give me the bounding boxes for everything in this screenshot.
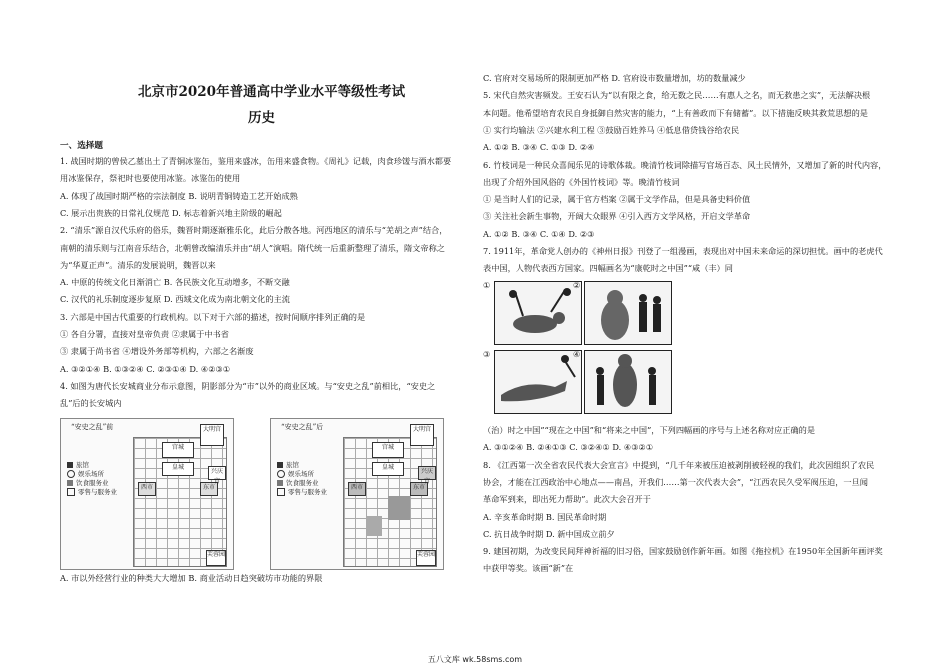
text-line: ① 各自分署，直接对皇帝负责 ②隶属于中书省 [60, 329, 229, 339]
city-grid [343, 426, 437, 567]
block-daming-palace: 大明宫 [410, 424, 434, 446]
text-line: 1. 战国时期的曾侯乙墓出土了青铜冰鉴缶，鉴用来盛冰，缶用来盛食物。《周礼》记载，肉食珍馐与酒水都要 [60, 156, 452, 166]
text-line: ① 实行均输法 ②兴建水利工程 ③鼓励百姓养马 ④低息借贷钱谷给农民 [483, 124, 740, 135]
inn-icon [67, 462, 73, 468]
block-daming-palace: 大明宫 [200, 424, 224, 446]
comic-panel-1 [494, 281, 582, 345]
block-east-market: 东市 [410, 482, 428, 496]
text-line: 8. 《江西第一次全省农民代表大会宣言》中提到，“几千年来被压迫被剥削被轻视的我们，此次因组织了农民 [483, 459, 875, 470]
inn-icon [277, 462, 283, 468]
comic-panel-2 [584, 281, 672, 345]
text-line: 乱”后的长安城内 [60, 398, 122, 409]
block-furong-garden: 芙蓉园 [206, 550, 226, 566]
retail-icon [67, 488, 75, 496]
map-after-caption: “安史之乱”后 [281, 423, 324, 431]
legend-item: 娱乐场所 [67, 470, 117, 479]
block-west-market: 西市 [348, 482, 366, 496]
comic-panel-3 [494, 350, 582, 414]
legend-item: 娱乐场所 [277, 470, 327, 479]
text-line: 表中国，人物代表西方国家。四幅画名为“康乾时之中国”“咸（丰）同 [483, 263, 733, 274]
text-line: 出现了介绍外国风俗的《外国竹枝词》等。晚清竹枝词 [483, 176, 680, 187]
block-furong-garden: 芙蓉园 [416, 550, 436, 566]
text-line: 南朝的清乐则与江南音乐结合，北朝曾改编清乐并由“胡人”演唱。隋代统一后重新整理了清乐，隋文帝称之 [60, 242, 445, 253]
text-line: ③ 隶属于尚书省 ④增设外务部等机构，六部之名渐废 [60, 346, 254, 357]
comic-sitting-tiger-icon [585, 282, 671, 344]
text-line: 4. 如图为唐代长安城商业分布示意图，阴影部分为“市”以外的商业区域。与“安史之乱”前相比，“安史之 [60, 380, 436, 391]
city-grid [133, 426, 227, 567]
comic-panel-4 [584, 350, 672, 414]
comic-fleeing-tiger-icon [495, 351, 581, 413]
food-service-icon [277, 480, 283, 486]
map-legend [67, 461, 117, 497]
block-palace: 宫城 [372, 442, 404, 458]
text-line: 用冰鉴保存，祭祀时也要使用冰鉴。冰鉴缶的使用 [60, 173, 241, 184]
text-line: A. ③①②④ B. ②④①③ C. ③②④① D. ④③②① [483, 442, 654, 453]
food-service-icon [67, 480, 73, 486]
text-line: A. ③②①④ B. ①③②④ C. ②③①④ D. ④②③① [60, 363, 231, 374]
text-line: 5. 宋代自然灾害频发。王安石认为“以有限之食，给无数之民……有惠人之名，而无救患之实”，无法解决根 [483, 90, 871, 101]
map-legend [277, 461, 327, 497]
text-line: A. 体现了战国时期严格的宗法制度 B. 说明青铜铸造工艺开始成熟 [60, 190, 298, 201]
map-before-caption: “安史之乱”前 [71, 423, 114, 431]
block-palace: 宫城 [162, 442, 194, 458]
text-line: 3. 六部是中国古代重要的行政机构。以下对于六部的描述，按时间顺序排列正确的是 [60, 311, 366, 322]
text-line: ① 是当时人们的记录，属于官方档案 ②属于文学作品，但是具备史料价值 [483, 194, 751, 205]
legend-item: 旅馆 [67, 461, 117, 470]
entertainment-icon [277, 470, 285, 478]
retail-icon [277, 488, 285, 496]
legend-item: 饮食服务业 [277, 479, 327, 488]
text-line: 6. 竹枝词是一种民众喜闻乐见的诗歌体裁。晚清竹枝词除描写官场百态、风土民情外，又增加了新的时代内容， [483, 159, 887, 170]
panel-label: ② [573, 281, 581, 290]
text-line: ③ 关注社会新生事物，开阔大众眼界 ④引入西方文学风格，开启文学革命 [483, 211, 751, 222]
map-before [60, 418, 234, 570]
text-line: A. 辛亥革命时期 B. 国民革命时期 [483, 511, 607, 522]
legend-item: 零售与服务业 [67, 488, 117, 497]
text-line: 协会，才能在江西政治中心地点——南昌，开我们……第一次代表大会”，“江西农民久受军阀压迫，一旦闻 [483, 476, 868, 487]
text-line: 7. 1911年，革命党人创办的《神州日报》刊登了一组漫画，表现出对中国未来命运的深切担忧。画中的老虎代 [483, 246, 883, 256]
block-east-market: 东市 [200, 482, 218, 496]
text-line: C. 汉代的礼乐制度逐步复原 D. 西域文化成为南北朝文化的主流 [60, 294, 290, 305]
legend-item: 饮食服务业 [67, 479, 117, 488]
panel-label: ① [483, 281, 491, 290]
entertainment-icon [67, 470, 75, 478]
text-line: C. 展示出贵族的日常礼仪规范 D. 标志着新兴地主阶级的崛起 [60, 207, 282, 218]
text-line: 本问题。他希望培育农民自身抵御自然灾害的能力，“上有善政而下有储蓄”。以下措施反映其救荒思想的是 [483, 107, 868, 118]
text-line: A. ①② B. ③④ C. ①③ D. ②④ [483, 142, 595, 153]
text-line: （治）时之中国”“现在之中国”和“将来之中国”，下列四幅画的序号与上述名称对应正确的是 [483, 425, 816, 435]
panel-label: ③ [483, 350, 491, 359]
section-heading: 一、选择题 [60, 141, 103, 151]
block-xingqing-palace: 兴庆宫 [418, 466, 436, 480]
block-xingqing-palace: 兴庆宫 [208, 466, 226, 480]
shaded-area [388, 496, 410, 520]
text-line: 2. “清乐”源自汉代乐府的俗乐，魏晋时期逐渐雅乐化，此后分散各地。河西地区的清乐与“羌胡之声”结合， [60, 225, 448, 236]
block-west-market: 西市 [138, 482, 156, 496]
footer-watermark: 五八文库 wk.58sms.com [427, 655, 523, 664]
comic-standing-tiger-icon [585, 351, 671, 413]
block-imperial-city: 皇城 [162, 462, 194, 476]
map-after [270, 418, 444, 570]
panel-label: ④ [573, 350, 581, 359]
comic-tiger-hunt-icon [495, 282, 581, 344]
text-line: A. ①② B. ③④ C. ①④ D. ②③ [483, 228, 595, 239]
exam-title: 北京市2020年普通高中学业水平等级性考试 [138, 84, 406, 100]
q4-options: A. 市以外经营行业的种类大大增加 B. 商业活动日趋突破坊市功能的界限 [60, 573, 323, 583]
text-line: 中获甲等奖。该画“新”在 [483, 563, 574, 574]
legend-item: 旅馆 [277, 461, 327, 470]
text-line: 9. 建国初期，为改变民间拜神祈福的旧习俗，国家鼓励创作新年画。如图《拖拉机》在1950年全国新年画评奖 [483, 546, 883, 557]
block-imperial-city: 皇城 [372, 462, 404, 476]
text-line: 为“华夏正声”。清乐的发展说明，魏晋以来 [60, 259, 216, 270]
text-line: C. 官府对交易场所的限制更加严格 D. 官府设市数量增加，坊的数量减少 [483, 73, 746, 83]
subject-title: 历史 [248, 110, 275, 126]
text-line: 革命军到来，即出死力帮助”。此次大会召开于 [483, 494, 651, 505]
legend-item: 零售与服务业 [277, 488, 327, 497]
shaded-area [366, 516, 382, 536]
text-line: A. 中原的传统文化日渐消亡 B. 各民族文化互动增多，不断交融 [60, 277, 290, 288]
text-line: C. 抗日战争时期 D. 新中国成立前夕 [483, 528, 615, 539]
